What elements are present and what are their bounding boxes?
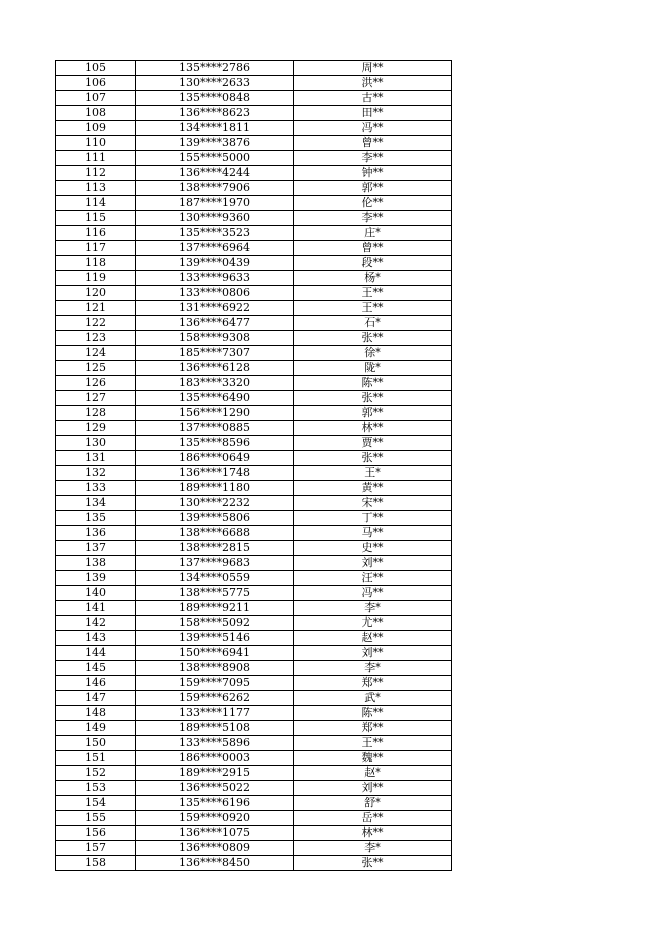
phone-cell: 139****3876 bbox=[136, 136, 294, 151]
phone-cell: 150****6941 bbox=[136, 646, 294, 661]
name-cell: 曾** bbox=[294, 241, 452, 256]
name-cell: 王* bbox=[294, 466, 452, 481]
phone-cell: 189****5108 bbox=[136, 721, 294, 736]
table-row bbox=[56, 256, 452, 271]
name-cell: 马** bbox=[294, 526, 452, 541]
phone-cell: 130****2232 bbox=[136, 496, 294, 511]
row-number-cell: 123 bbox=[56, 331, 136, 346]
table-row bbox=[56, 826, 452, 841]
row-number-cell: 147 bbox=[56, 691, 136, 706]
name-cell: 林** bbox=[294, 826, 452, 841]
row-number-cell: 125 bbox=[56, 361, 136, 376]
name-cell: 张** bbox=[294, 331, 452, 346]
name-cell: 曾** bbox=[294, 136, 452, 151]
name-cell: 尤** bbox=[294, 616, 452, 631]
name-cell: 郑** bbox=[294, 721, 452, 736]
table-row bbox=[56, 616, 452, 631]
phone-cell: 139****0439 bbox=[136, 256, 294, 271]
phone-cell: 137****0885 bbox=[136, 421, 294, 436]
row-number-cell: 155 bbox=[56, 811, 136, 826]
row-number-cell: 122 bbox=[56, 316, 136, 331]
table-row bbox=[56, 661, 452, 676]
phone-cell: 135****0848 bbox=[136, 91, 294, 106]
phone-cell: 136****6128 bbox=[136, 361, 294, 376]
name-cell: 洪** bbox=[294, 76, 452, 91]
name-cell: 郑** bbox=[294, 676, 452, 691]
table-row bbox=[56, 331, 452, 346]
name-cell: 郭** bbox=[294, 406, 452, 421]
name-cell: 魏** bbox=[294, 751, 452, 766]
table-row bbox=[56, 811, 452, 826]
row-number-cell: 118 bbox=[56, 256, 136, 271]
name-cell: 张** bbox=[294, 391, 452, 406]
name-cell: 周** bbox=[294, 61, 452, 76]
table-row bbox=[56, 91, 452, 106]
phone-cell: 186****0003 bbox=[136, 751, 294, 766]
table-row bbox=[56, 196, 452, 211]
phone-cell: 138****2815 bbox=[136, 541, 294, 556]
table-row bbox=[56, 211, 452, 226]
table-row bbox=[56, 586, 452, 601]
phone-cell: 155****5000 bbox=[136, 151, 294, 166]
phone-cell: 158****9308 bbox=[136, 331, 294, 346]
table-row bbox=[56, 301, 452, 316]
name-cell: 李* bbox=[294, 601, 452, 616]
table-row bbox=[56, 856, 452, 871]
table-row bbox=[56, 181, 452, 196]
table-body bbox=[56, 61, 452, 871]
name-cell: 郭** bbox=[294, 181, 452, 196]
name-cell: 张** bbox=[294, 451, 452, 466]
name-cell: 史** bbox=[294, 541, 452, 556]
name-cell: 李** bbox=[294, 211, 452, 226]
name-cell: 田** bbox=[294, 106, 452, 121]
name-cell: 贾** bbox=[294, 436, 452, 451]
row-number-cell: 108 bbox=[56, 106, 136, 121]
row-number-cell: 127 bbox=[56, 391, 136, 406]
row-number-cell: 124 bbox=[56, 346, 136, 361]
row-number-cell: 135 bbox=[56, 511, 136, 526]
phone-cell: 138****7906 bbox=[136, 181, 294, 196]
row-number-cell: 121 bbox=[56, 301, 136, 316]
table-row bbox=[56, 706, 452, 721]
table-row bbox=[56, 781, 452, 796]
row-number-cell: 110 bbox=[56, 136, 136, 151]
phone-cell: 135****6196 bbox=[136, 796, 294, 811]
phone-cell: 136****0809 bbox=[136, 841, 294, 856]
table-row bbox=[56, 481, 452, 496]
data-table bbox=[55, 60, 452, 871]
phone-cell: 185****7307 bbox=[136, 346, 294, 361]
table-row bbox=[56, 466, 452, 481]
table-row bbox=[56, 691, 452, 706]
name-cell: 赵* bbox=[294, 766, 452, 781]
table-row bbox=[56, 841, 452, 856]
name-cell: 黄** bbox=[294, 481, 452, 496]
row-number-cell: 134 bbox=[56, 496, 136, 511]
phone-cell: 131****6922 bbox=[136, 301, 294, 316]
table-row bbox=[56, 316, 452, 331]
phone-cell: 189****1180 bbox=[136, 481, 294, 496]
row-number-cell: 133 bbox=[56, 481, 136, 496]
phone-cell: 136****6477 bbox=[136, 316, 294, 331]
phone-cell: 156****1290 bbox=[136, 406, 294, 421]
row-number-cell: 105 bbox=[56, 61, 136, 76]
table-row bbox=[56, 451, 452, 466]
phone-cell: 133****0806 bbox=[136, 286, 294, 301]
phone-cell: 136****8623 bbox=[136, 106, 294, 121]
row-number-cell: 114 bbox=[56, 196, 136, 211]
table-row bbox=[56, 76, 452, 91]
name-cell: 李** bbox=[294, 151, 452, 166]
phone-cell: 138****6688 bbox=[136, 526, 294, 541]
row-number-cell: 145 bbox=[56, 661, 136, 676]
name-cell: 岳** bbox=[294, 811, 452, 826]
phone-cell: 133****1177 bbox=[136, 706, 294, 721]
row-number-cell: 119 bbox=[56, 271, 136, 286]
table-row bbox=[56, 286, 452, 301]
phone-cell: 135****8596 bbox=[136, 436, 294, 451]
name-cell: 石* bbox=[294, 316, 452, 331]
phone-cell: 136****1075 bbox=[136, 826, 294, 841]
phone-cell: 135****6490 bbox=[136, 391, 294, 406]
row-number-cell: 157 bbox=[56, 841, 136, 856]
phone-cell: 136****1748 bbox=[136, 466, 294, 481]
table-row bbox=[56, 736, 452, 751]
row-number-cell: 154 bbox=[56, 796, 136, 811]
phone-cell: 186****0649 bbox=[136, 451, 294, 466]
row-number-cell: 141 bbox=[56, 601, 136, 616]
phone-cell: 159****6262 bbox=[136, 691, 294, 706]
phone-cell: 187****1970 bbox=[136, 196, 294, 211]
name-cell: 王** bbox=[294, 736, 452, 751]
name-cell: 林** bbox=[294, 421, 452, 436]
table-row bbox=[56, 271, 452, 286]
row-number-cell: 128 bbox=[56, 406, 136, 421]
table-row bbox=[56, 106, 452, 121]
phone-cell: 159****0920 bbox=[136, 811, 294, 826]
phone-cell: 136****4244 bbox=[136, 166, 294, 181]
table-row bbox=[56, 391, 452, 406]
name-cell: 陈** bbox=[294, 706, 452, 721]
row-number-cell: 146 bbox=[56, 676, 136, 691]
table-row bbox=[56, 406, 452, 421]
name-cell: 赵** bbox=[294, 631, 452, 646]
row-number-cell: 156 bbox=[56, 826, 136, 841]
table-row bbox=[56, 121, 452, 136]
name-cell: 钟** bbox=[294, 166, 452, 181]
name-cell: 杨* bbox=[294, 271, 452, 286]
phone-cell: 133****5896 bbox=[136, 736, 294, 751]
name-cell: 段** bbox=[294, 256, 452, 271]
row-number-cell: 112 bbox=[56, 166, 136, 181]
phone-cell: 133****9633 bbox=[136, 271, 294, 286]
row-number-cell: 129 bbox=[56, 421, 136, 436]
row-number-cell: 148 bbox=[56, 706, 136, 721]
table-row bbox=[56, 631, 452, 646]
row-number-cell: 151 bbox=[56, 751, 136, 766]
row-number-cell: 115 bbox=[56, 211, 136, 226]
row-number-cell: 136 bbox=[56, 526, 136, 541]
name-cell: 舒* bbox=[294, 796, 452, 811]
row-number-cell: 107 bbox=[56, 91, 136, 106]
phone-cell: 137****6964 bbox=[136, 241, 294, 256]
table-row bbox=[56, 766, 452, 781]
row-number-cell: 144 bbox=[56, 646, 136, 661]
table-row bbox=[56, 241, 452, 256]
phone-cell: 139****5806 bbox=[136, 511, 294, 526]
row-number-cell: 111 bbox=[56, 151, 136, 166]
phone-cell: 130****9360 bbox=[136, 211, 294, 226]
table-row bbox=[56, 721, 452, 736]
table-row bbox=[56, 166, 452, 181]
name-cell: 刘** bbox=[294, 556, 452, 571]
phone-cell: 189****2915 bbox=[136, 766, 294, 781]
phone-cell: 134****0559 bbox=[136, 571, 294, 586]
table-row bbox=[56, 226, 452, 241]
name-cell: 陈** bbox=[294, 376, 452, 391]
row-number-cell: 143 bbox=[56, 631, 136, 646]
table-row bbox=[56, 346, 452, 361]
row-number-cell: 130 bbox=[56, 436, 136, 451]
table-row bbox=[56, 511, 452, 526]
name-cell: 刘** bbox=[294, 781, 452, 796]
name-cell: 宋** bbox=[294, 496, 452, 511]
phone-cell: 136****8450 bbox=[136, 856, 294, 871]
row-number-cell: 140 bbox=[56, 586, 136, 601]
name-cell: 冯** bbox=[294, 586, 452, 601]
table-row bbox=[56, 376, 452, 391]
name-cell: 汪** bbox=[294, 571, 452, 586]
name-cell: 徐* bbox=[294, 346, 452, 361]
row-number-cell: 109 bbox=[56, 121, 136, 136]
name-cell: 王** bbox=[294, 301, 452, 316]
phone-cell: 137****9683 bbox=[136, 556, 294, 571]
row-number-cell: 152 bbox=[56, 766, 136, 781]
row-number-cell: 113 bbox=[56, 181, 136, 196]
phone-cell: 158****5092 bbox=[136, 616, 294, 631]
table-row bbox=[56, 571, 452, 586]
phone-cell: 136****5022 bbox=[136, 781, 294, 796]
phone-cell: 135****2786 bbox=[136, 61, 294, 76]
row-number-cell: 126 bbox=[56, 376, 136, 391]
table-row bbox=[56, 676, 452, 691]
phone-cell: 135****3523 bbox=[136, 226, 294, 241]
table-row bbox=[56, 646, 452, 661]
table-row bbox=[56, 361, 452, 376]
table-row bbox=[56, 421, 452, 436]
phone-cell: 159****7095 bbox=[136, 676, 294, 691]
row-number-cell: 138 bbox=[56, 556, 136, 571]
phone-cell: 138****8908 bbox=[136, 661, 294, 676]
row-number-cell: 106 bbox=[56, 76, 136, 91]
name-cell: 李* bbox=[294, 661, 452, 676]
table-row bbox=[56, 541, 452, 556]
table-row bbox=[56, 751, 452, 766]
name-cell: 伦** bbox=[294, 196, 452, 211]
row-number-cell: 137 bbox=[56, 541, 136, 556]
phone-cell: 139****5146 bbox=[136, 631, 294, 646]
row-number-cell: 116 bbox=[56, 226, 136, 241]
name-cell: 刘** bbox=[294, 646, 452, 661]
phone-cell: 134****1811 bbox=[136, 121, 294, 136]
row-number-cell: 149 bbox=[56, 721, 136, 736]
phone-cell: 189****9211 bbox=[136, 601, 294, 616]
row-number-cell: 142 bbox=[56, 616, 136, 631]
row-number-cell: 158 bbox=[56, 856, 136, 871]
table-row bbox=[56, 61, 452, 76]
table-row bbox=[56, 151, 452, 166]
row-number-cell: 139 bbox=[56, 571, 136, 586]
row-number-cell: 120 bbox=[56, 286, 136, 301]
table-row bbox=[56, 496, 452, 511]
table-row bbox=[56, 601, 452, 616]
table-row bbox=[56, 796, 452, 811]
table-row bbox=[56, 556, 452, 571]
name-cell: 古** bbox=[294, 91, 452, 106]
row-number-cell: 131 bbox=[56, 451, 136, 466]
name-cell: 王** bbox=[294, 286, 452, 301]
table-row bbox=[56, 136, 452, 151]
name-cell: 陇* bbox=[294, 361, 452, 376]
row-number-cell: 150 bbox=[56, 736, 136, 751]
name-cell: 张** bbox=[294, 856, 452, 871]
row-number-cell: 153 bbox=[56, 781, 136, 796]
phone-cell: 183****3320 bbox=[136, 376, 294, 391]
phone-cell: 138****5775 bbox=[136, 586, 294, 601]
table-row bbox=[56, 526, 452, 541]
phone-cell: 130****2633 bbox=[136, 76, 294, 91]
row-number-cell: 117 bbox=[56, 241, 136, 256]
table-row bbox=[56, 436, 452, 451]
name-cell: 冯** bbox=[294, 121, 452, 136]
row-number-cell: 132 bbox=[56, 466, 136, 481]
name-cell: 武* bbox=[294, 691, 452, 706]
name-cell: 庄* bbox=[294, 226, 452, 241]
name-cell: 李* bbox=[294, 841, 452, 856]
name-cell: 丁** bbox=[294, 511, 452, 526]
